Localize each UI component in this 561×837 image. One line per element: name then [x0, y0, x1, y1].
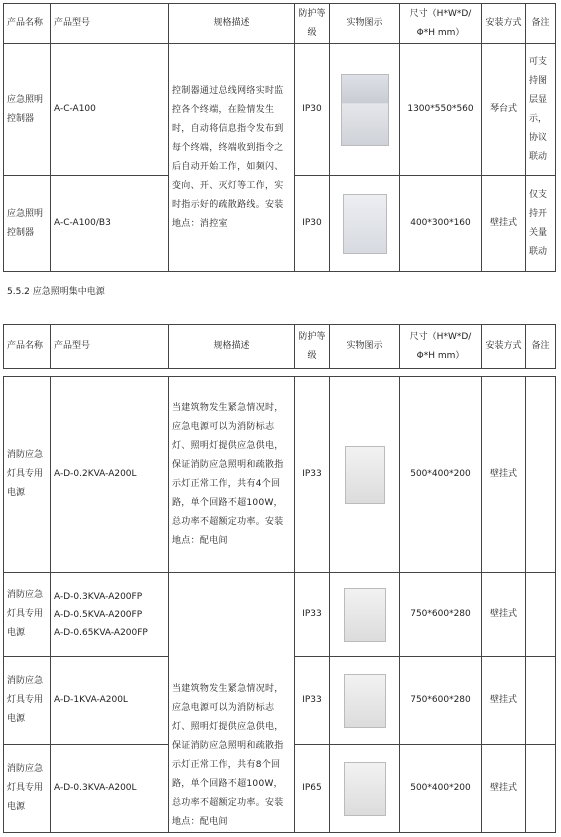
header-model: 产品型号	[51, 4, 169, 44]
cabinet-image	[344, 674, 386, 728]
row-note	[526, 573, 556, 657]
header-size: 尺寸（H*W*D/Φ*H mm）	[400, 325, 482, 369]
row-ip: IP33	[295, 377, 330, 573]
header-install: 安装方式	[482, 325, 526, 369]
header-name: 产品名称	[4, 325, 51, 369]
row-note	[526, 377, 556, 573]
header-model: 产品型号	[51, 325, 169, 369]
row-model: A-D-0.3KVA-A200L	[51, 745, 169, 833]
header-spec: 规格描述	[169, 325, 295, 369]
row-install: 壁挂式	[482, 573, 526, 657]
header-install: 安装方式	[482, 4, 526, 44]
header-image: 实物图示	[330, 4, 400, 44]
row-size: 400*300*160	[400, 176, 482, 272]
row-model: A-D-0.3KVA-A200FP A-D-0.5KVA-A200FP A-D-0.65KVA-A200FP	[51, 573, 169, 657]
cabinet-image	[345, 446, 385, 504]
row-size: 1300*550*560	[400, 44, 482, 176]
row-name: 消防应急灯具专用电源	[4, 745, 51, 833]
product-image	[330, 176, 400, 272]
spacer-row	[4, 369, 556, 377]
row-note: 仅支持开关量联动	[526, 176, 556, 272]
power-supply-table	[3, 324, 556, 833]
row-size: 750*600*280	[400, 573, 482, 657]
row-size: 500*400*200	[400, 745, 482, 833]
spec-description: 控制器通过总线网络实时监控各个终端，在险情发生时，自动将信息指令发布到每个终端，终端收到指令之后自动开始工作，如频闪、变向、开、灭灯等工作，实时指示好的疏散路线。安装地点：消控室	[169, 44, 295, 272]
console-image	[341, 74, 389, 146]
row-name: 应急照明控制器	[4, 176, 51, 272]
row-install: 壁挂式	[482, 176, 526, 272]
header-name: 产品名称	[4, 4, 51, 44]
row-install: 壁挂式	[482, 745, 526, 833]
row-name: 消防应急灯具专用电源	[4, 573, 51, 657]
row-install: 壁挂式	[482, 377, 526, 573]
cabinet-image	[344, 588, 386, 642]
row-install: 壁挂式	[482, 657, 526, 745]
cabinet-image	[344, 762, 386, 816]
header-note: 备注	[526, 325, 556, 369]
row-ip: IP33	[295, 657, 330, 745]
header-note: 备注	[526, 4, 556, 44]
row-ip: IP30	[295, 176, 330, 272]
row-model: A-D-1KVA-A200L	[51, 657, 169, 745]
controller-table	[3, 3, 556, 272]
row-note	[526, 745, 556, 833]
product-image	[330, 44, 400, 176]
spec-description: 当建筑物发生紧急情况时，应急电源可以为消防标志灯、照明灯提供应急供电，保证消防应急照明和疏散指示灯正常工作，共有4个回路，单个回路不超100W，总功率不超额定功率。安装地点：配电间	[169, 377, 295, 573]
row-name: 消防应急灯具专用电源	[4, 657, 51, 745]
row-name: 消防应急灯具专用电源	[4, 377, 51, 573]
row-ip: IP65	[295, 745, 330, 833]
product-image	[330, 377, 400, 573]
section-title: 5.5.2 应急照明集中电源	[7, 287, 105, 297]
header-ip: 防护等级	[295, 4, 330, 44]
product-image	[330, 657, 400, 745]
row-note	[526, 657, 556, 745]
header-spec: 规格描述	[169, 4, 295, 44]
row-note: 可支持图层显示，协议联动	[526, 44, 556, 176]
row-install: 琴台式	[482, 44, 526, 176]
row-model: A-C-A100/B3	[51, 176, 169, 272]
wall-controller-image	[343, 194, 387, 254]
product-image	[330, 573, 400, 657]
header-image: 实物图示	[330, 325, 400, 369]
row-model: A-D-0.2KVA-A200L	[51, 377, 169, 573]
row-size: 500*400*200	[400, 377, 482, 573]
row-ip: IP33	[295, 573, 330, 657]
row-ip: IP30	[295, 44, 330, 176]
row-size: 750*600*280	[400, 657, 482, 745]
spec-description: 当建筑物发生紧急情况时，应急电源可以为消防标志灯、照明灯提供应急供电，保证消防应急照明和疏散指示灯正常工作，共有8个回路，单个回路不超100W，总功率不超额定功率。安装地点：配电间	[169, 573, 295, 833]
row-model: A-C-A100	[51, 44, 169, 176]
header-ip: 防护等级	[295, 325, 330, 369]
product-image	[330, 745, 400, 833]
header-size: 尺寸（H*W*D/Φ*H mm）	[400, 4, 482, 44]
row-name: 应急照明控制器	[4, 44, 51, 176]
